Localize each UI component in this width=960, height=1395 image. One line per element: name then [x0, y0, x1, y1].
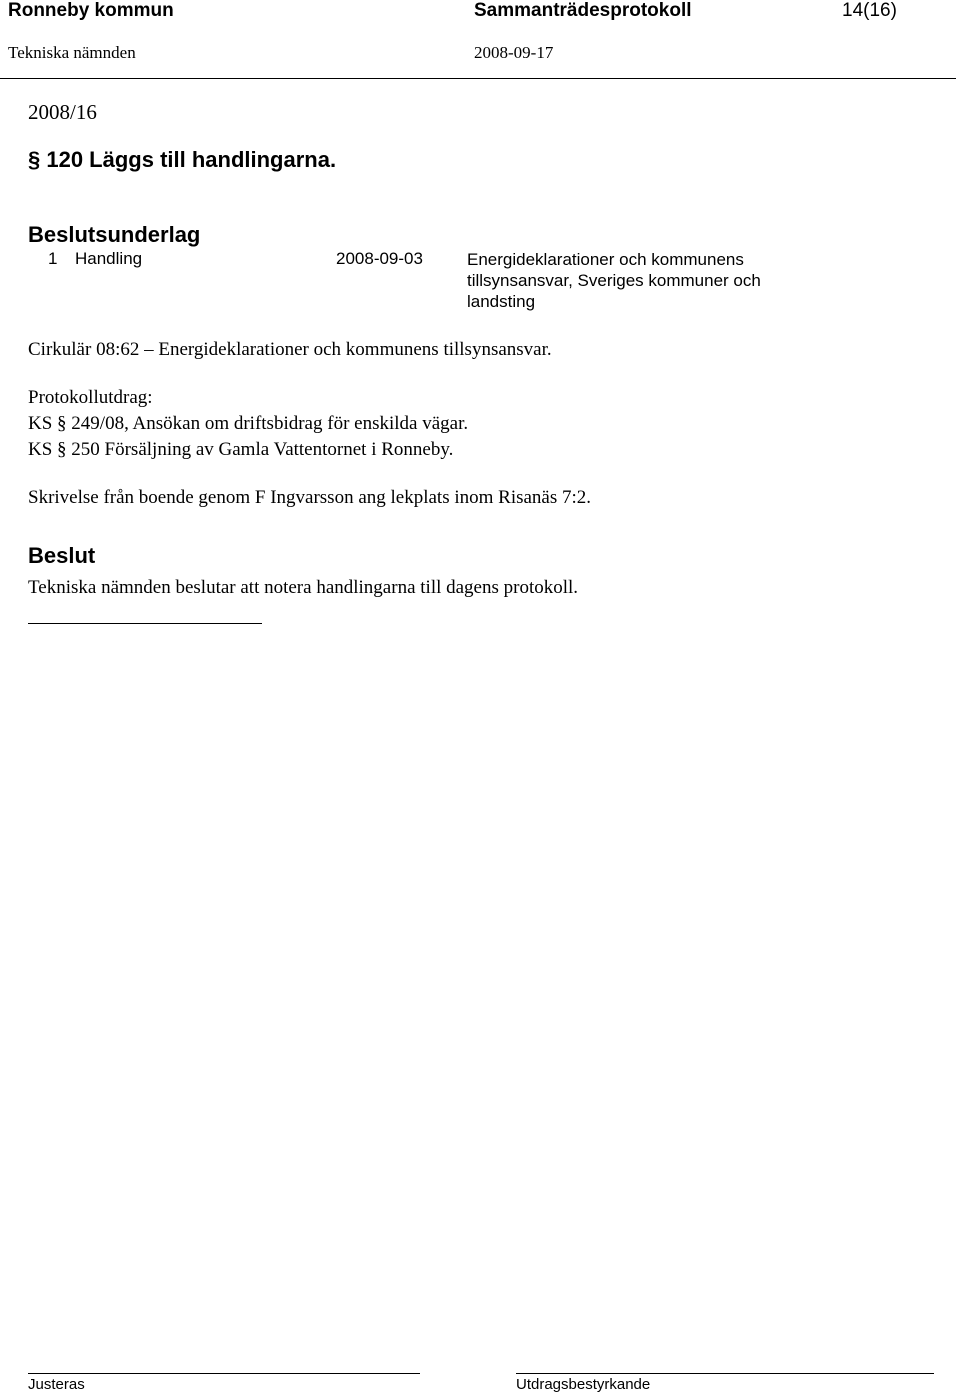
case-number: 2008/16: [28, 100, 97, 124]
header-divider: [0, 78, 956, 79]
basis-heading: Beslutsunderlag: [28, 222, 201, 247]
skrivelse-line: Skrivelse från boende genom F Ingvarsson ang lekplats inom Risanäs 7:2.: [28, 487, 592, 508]
document-description-line: Energideklarationer och kommunens: [467, 250, 744, 269]
decision-text: Tekniska nämnden beslutar att notera handlingarna till dagens protokoll.: [28, 577, 579, 598]
document-description: [467, 249, 807, 312]
organization-name: Ronneby kommun: [8, 0, 174, 21]
document-type-label: Handling: [75, 249, 143, 268]
committee-name: Tekniska nämnden: [8, 43, 136, 62]
document-index: 1: [48, 249, 58, 268]
document-description-line: landsting: [467, 292, 536, 311]
ks-extract-line: KS § 250 Försäljning av Gamla Vattentornet i Ronneby.: [28, 439, 454, 460]
page-number: 14(16): [842, 0, 897, 21]
ks-extract-line: KS § 249/08, Ansökan om driftsbidrag för enskilda vägar.: [28, 413, 469, 434]
justeras-label: Justeras: [28, 1376, 85, 1393]
document-type: Sammanträdesprotokoll: [474, 0, 692, 21]
cirkular-line: Cirkulär 08:62 – Energideklarationer och kommunens tillsynsansvar.: [28, 339, 552, 360]
protokoll-heading: Protokollutdrag:: [28, 387, 153, 408]
section-end-rule: [28, 623, 262, 624]
document-description-line: tillsynsansvar, Sveriges kommuner och: [467, 271, 761, 290]
justeras-signature-line: [28, 1373, 420, 1374]
meeting-date: 2008-09-17: [474, 43, 554, 62]
utdrag-signature-line: [516, 1373, 934, 1374]
document-date: 2008-09-03: [336, 249, 423, 268]
decision-heading: Beslut: [28, 543, 96, 568]
utdragsbestyrkande-label: Utdragsbestyrkande: [516, 1376, 651, 1393]
section-title: § 120 Läggs till handlingarna.: [28, 147, 337, 172]
